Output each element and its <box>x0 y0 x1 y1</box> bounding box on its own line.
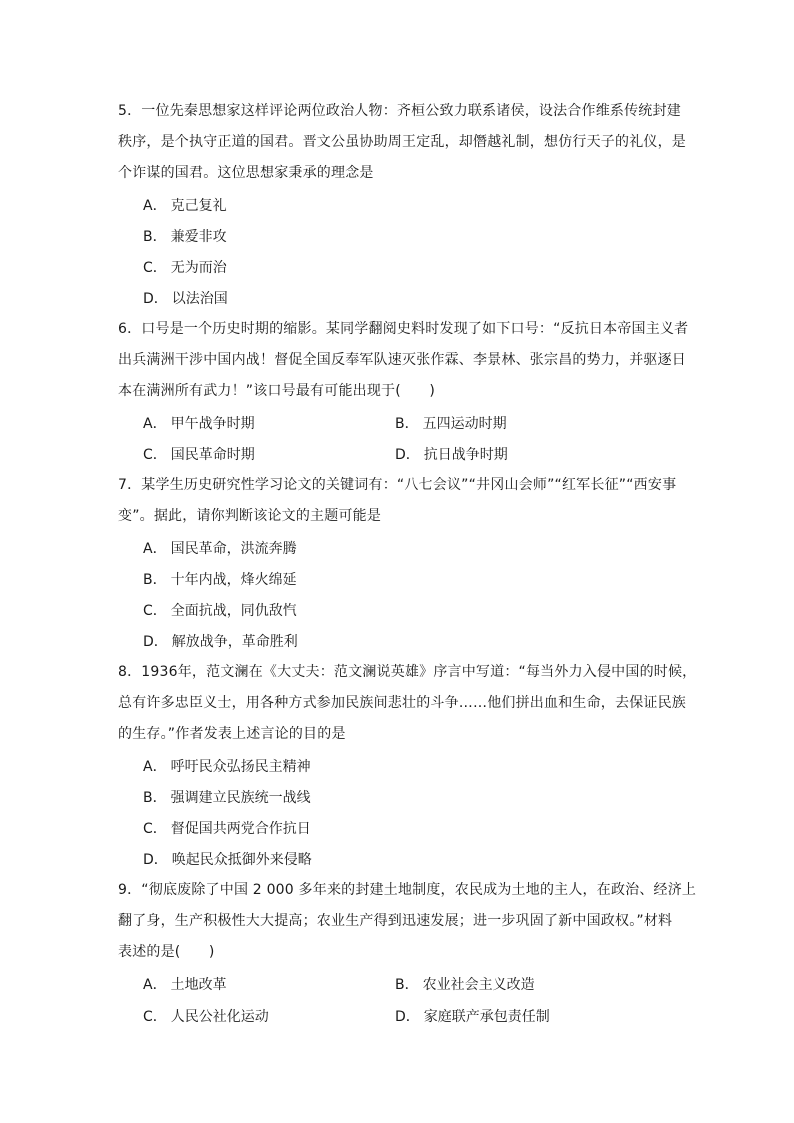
option-letter: A． <box>143 541 167 557</box>
question-5-option-c[interactable] <box>143 258 227 278</box>
question-6-option-b[interactable] <box>395 414 507 434</box>
option-text: 解放战争，革命胜利 <box>171 634 298 650</box>
question-line: 5．一位先秦思想家这样评论两位政治人物：齐桓公致力联系诸侯，设法合作维系传统封建 <box>118 103 681 119</box>
question-9-option-d[interactable] <box>395 1007 550 1027</box>
question-line: 8．1936年，范文澜在《大丈夫：范文澜说英雄》序言中写道：“每当外力入侵中国的时候， <box>118 664 697 680</box>
option-letter: C． <box>143 821 167 837</box>
option-text: 国民革命，洪流奔腾 <box>170 541 297 557</box>
question-5-option-d[interactable] <box>143 289 228 309</box>
question-8-option-a[interactable] <box>143 757 311 777</box>
option-text: 兼爱非攻 <box>170 229 227 245</box>
option-text: 十年内战，烽火绵延 <box>170 572 297 588</box>
option-text: 无为而治 <box>170 260 227 276</box>
question-7-stem <box>118 470 678 532</box>
question-7-option-c[interactable] <box>143 601 297 621</box>
option-letter: C． <box>143 447 167 463</box>
option-text: 全面抗战，同仇敌忾 <box>170 603 297 619</box>
question-6-stem <box>118 314 689 407</box>
question-8-option-b[interactable] <box>143 788 311 808</box>
option-text: 督促国共两党合作抗日 <box>170 821 311 837</box>
option-text: 强调建立民族统一战线 <box>170 790 311 806</box>
question-9-stem <box>118 875 697 968</box>
question-8-option-c[interactable] <box>143 819 311 839</box>
question-line: 出兵满洲干涉中国内战！督促全国反奉军队速灭张作霖、李景林、张宗昌的势力，并驱逐日 <box>118 352 686 368</box>
question-line: 秩序，是个执守正道的国君。晋文公虽协助周王定乱，却僭越礼制，想仿行天子的礼仪，是 <box>118 134 686 150</box>
option-text: 呼吁民众弘扬民主精神 <box>170 759 311 775</box>
option-text: 唤起民众抵御外来侵略 <box>171 852 312 868</box>
option-letter: C． <box>143 260 167 276</box>
question-line: 变”。据此，请你判断该论文的主题可能是 <box>118 508 382 524</box>
option-letter: C． <box>143 1009 167 1025</box>
option-letter: B． <box>143 229 167 245</box>
question-8-stem <box>118 657 697 750</box>
option-letter: A． <box>143 977 167 993</box>
option-letter: A． <box>143 759 167 775</box>
question-line: 6．口号是一个历史时期的缩影。某同学翻阅史料时发现了如下口号：“反抗日本帝国主义者 <box>118 321 689 337</box>
option-text: 家庭联产承包责任制 <box>423 1009 550 1025</box>
option-text: 克己复礼 <box>170 198 227 214</box>
option-letter: C． <box>143 603 167 619</box>
question-line: 总有许多忠臣义士，用各种方式参加民族间悲壮的斗争……他们拼出血和生命，去保证民族 <box>118 695 686 711</box>
question-7-option-d[interactable] <box>143 632 298 652</box>
question-6-option-a[interactable] <box>143 414 255 434</box>
option-text: 以法治国 <box>171 291 228 307</box>
question-9-option-a[interactable] <box>143 975 227 995</box>
question-6-option-d[interactable] <box>395 445 508 465</box>
question-7-option-b[interactable] <box>143 570 297 590</box>
option-text: 农业社会主义改造 <box>422 977 535 993</box>
option-letter: D． <box>395 447 420 463</box>
question-5-option-b[interactable] <box>143 227 227 247</box>
option-letter: B． <box>395 416 419 432</box>
option-text: 五四运动时期 <box>422 416 507 432</box>
question-line: 个诈谋的国君。这位思想家秉承的理念是 <box>118 165 374 181</box>
question-line: 翻了身，生产积极性大大提高；农业生产得到迅速发展；进一步巩固了新中国政权。”材料 <box>118 913 673 929</box>
question-line: 9．“彻底废除了中国 2 000 多年来的封建土地制度，农民成为土地的主人，在政治、经济上 <box>118 882 697 898</box>
question-8-option-d[interactable] <box>143 850 312 870</box>
question-line: 本在满洲所有武力！”该口号最有可能出现于( ) <box>118 383 435 399</box>
option-text: 甲午战争时期 <box>170 416 255 432</box>
option-text: 人民公社化运动 <box>170 1009 269 1025</box>
option-text: 抗日战争时期 <box>423 447 508 463</box>
option-text: 土地改革 <box>170 977 227 993</box>
question-7-option-a[interactable] <box>143 539 297 559</box>
question-9-option-c[interactable] <box>143 1007 269 1027</box>
question-5-stem <box>118 96 686 189</box>
option-text: 国民革命时期 <box>170 447 255 463</box>
option-letter: D． <box>143 634 168 650</box>
option-letter: B． <box>143 572 167 588</box>
question-line: 表述的是( ) <box>118 944 215 960</box>
question-line: 的生存。”作者发表上述言论的目的是 <box>118 726 346 742</box>
option-letter: D． <box>143 291 168 307</box>
question-6-option-c[interactable] <box>143 445 255 465</box>
question-9-option-b[interactable] <box>395 975 535 995</box>
option-letter: A． <box>143 416 167 432</box>
option-letter: B． <box>395 977 419 993</box>
question-5-option-a[interactable] <box>143 196 227 216</box>
option-letter: A． <box>143 198 167 214</box>
option-letter: B． <box>143 790 167 806</box>
option-letter: D． <box>395 1009 420 1025</box>
option-letter: D． <box>143 852 168 868</box>
question-line: 7．某学生历史研究性学习论文的关键词有：“八七会议”“井冈山会师”“红军长征”“西安事 <box>118 477 677 493</box>
